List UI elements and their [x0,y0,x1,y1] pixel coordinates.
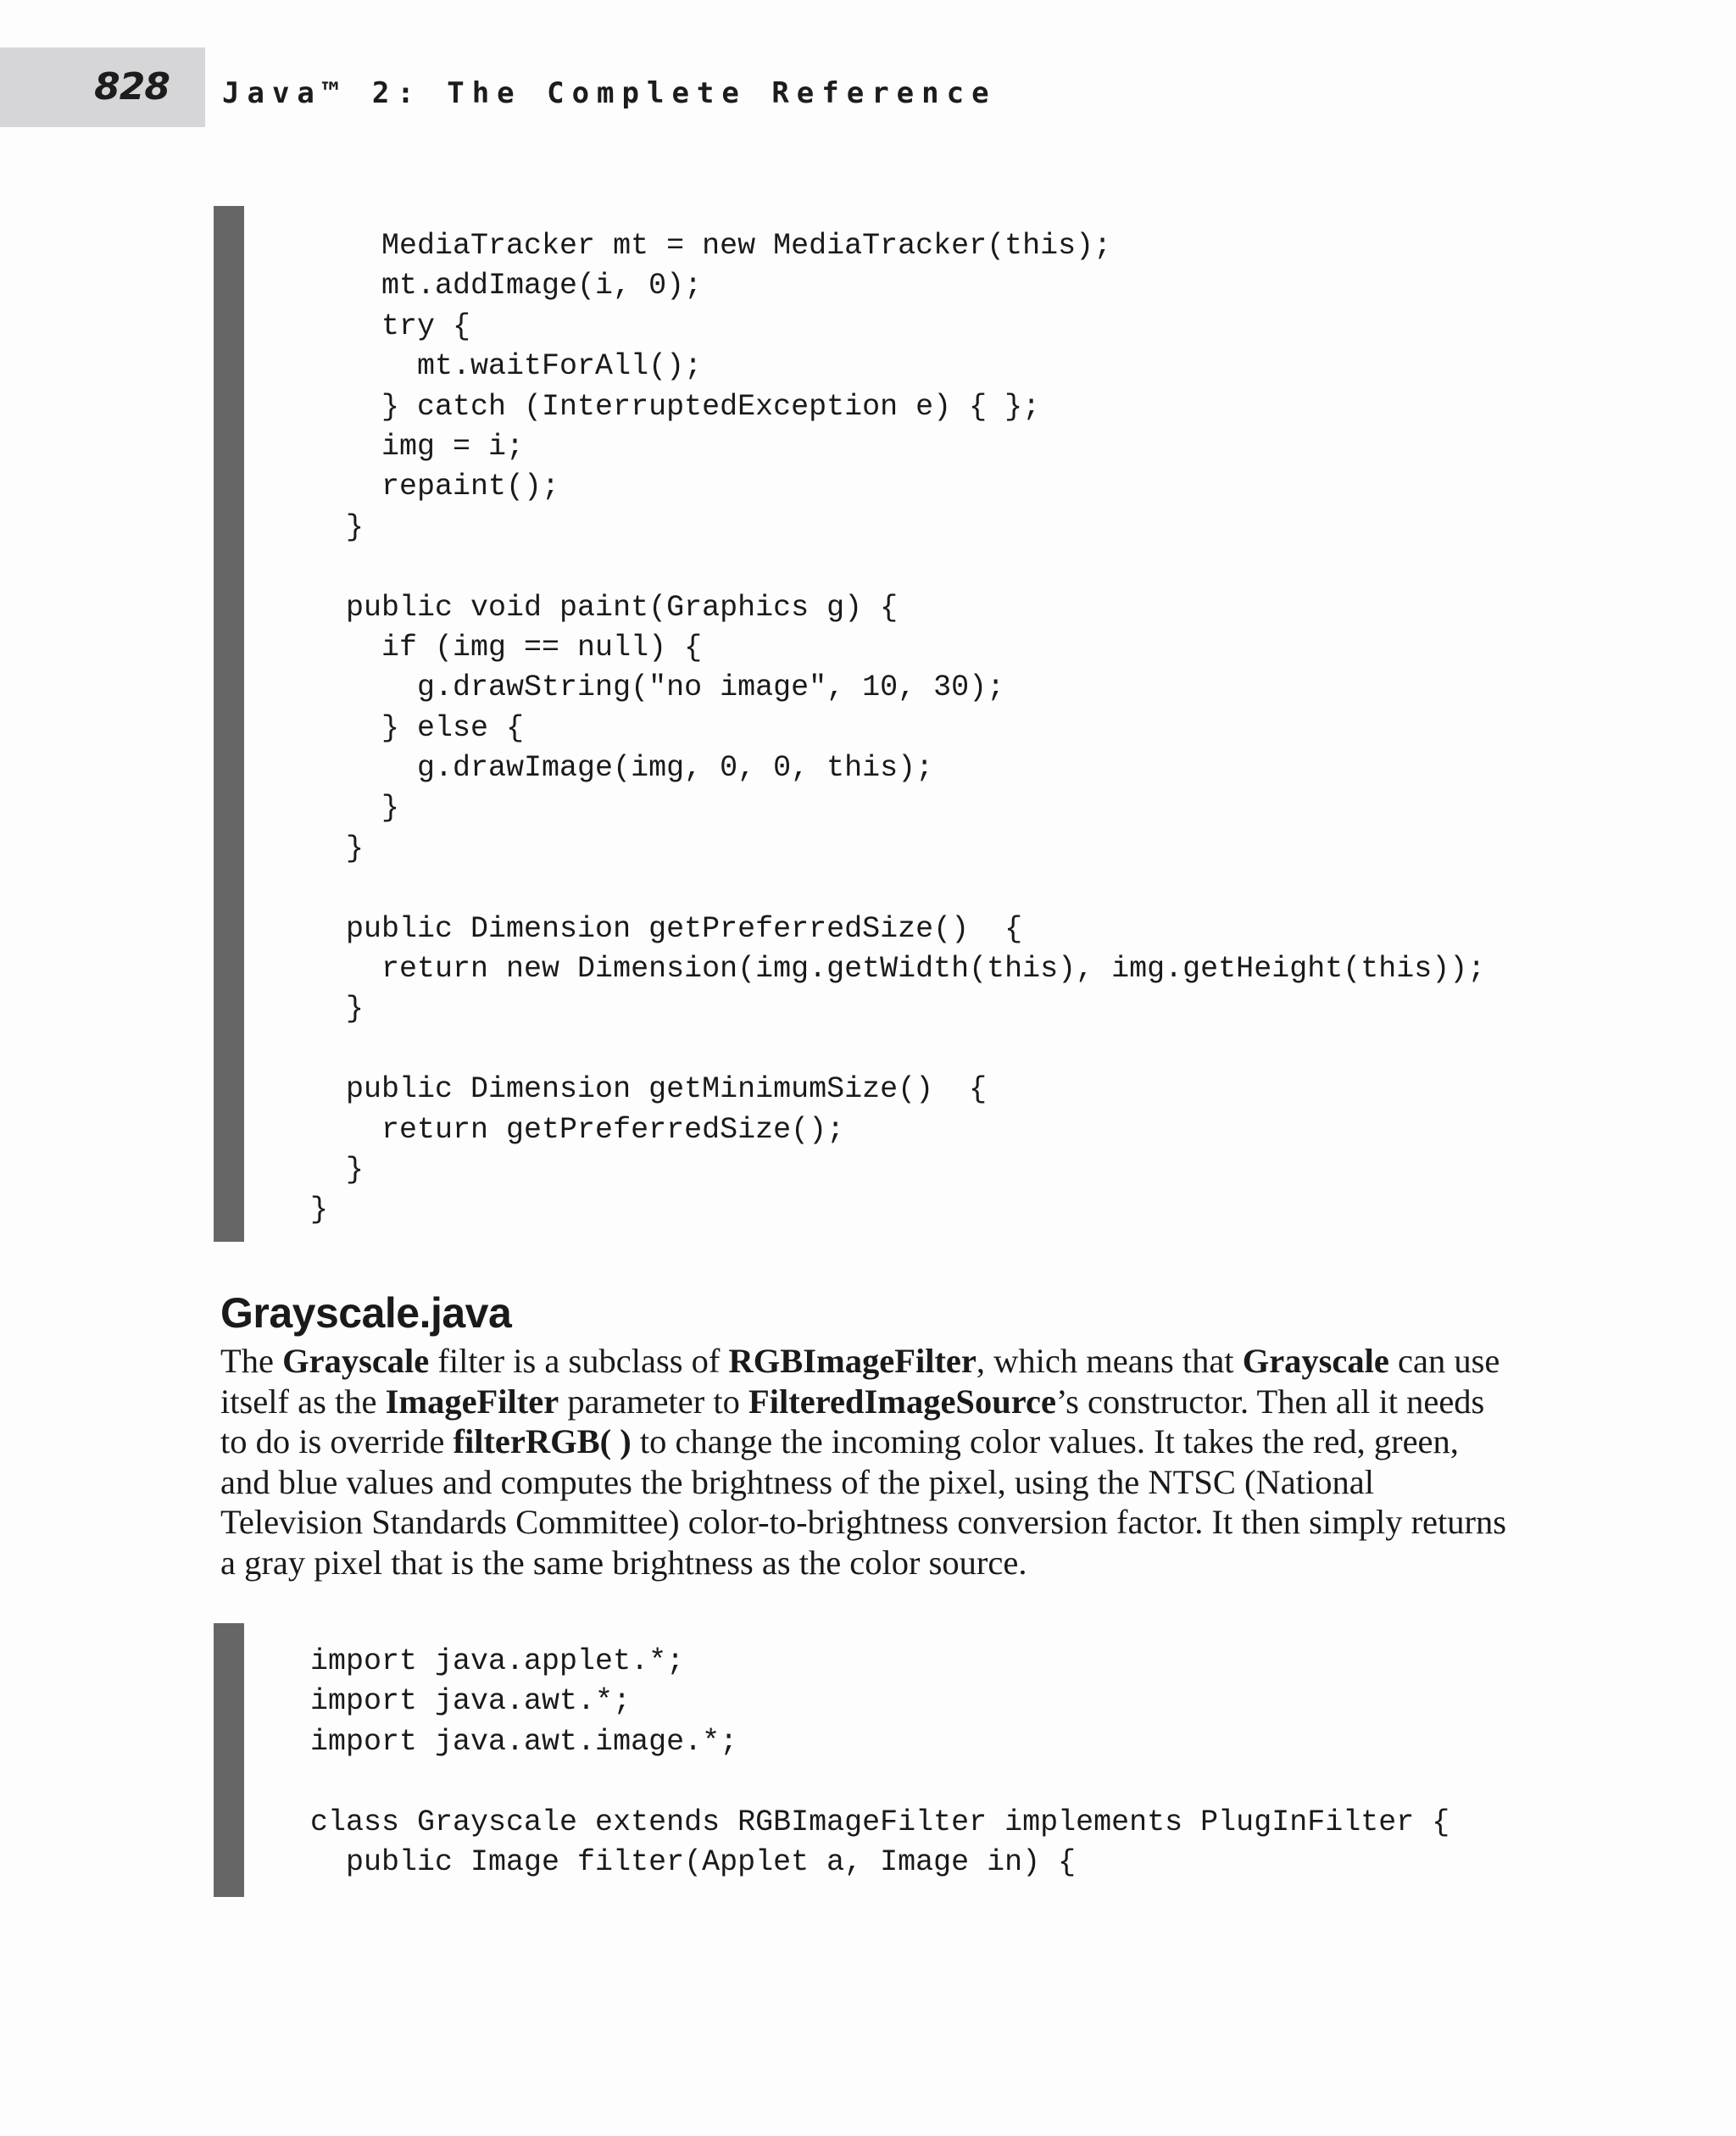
code-line: MediaTracker mt = new MediaTracker(this); [275,229,1112,263]
code-line: import java.applet.*; [275,1644,685,1678]
bold-term: FilteredImageSource [748,1382,1056,1421]
text-run: parameter to [559,1382,748,1421]
code-line: public Dimension getPreferredSize() { [275,911,1023,946]
code-line: return getPreferredSize(); [275,1112,845,1147]
code-line: import java.awt.*; [275,1684,632,1719]
code-line: public Image filter(Applet a, Image in) { [275,1844,1077,1879]
code-block-bar [214,206,244,1242]
running-header-title: Java™ 2: The Complete Reference [222,76,997,110]
text-run: The [220,1342,283,1380]
code-lines [275,1642,1449,1883]
code-line: import java.awt.image.*; [275,1724,738,1759]
code-line: } [275,509,364,544]
code-line: try { [275,309,471,343]
bold-term: RGBImageFilter [728,1342,976,1380]
text-run: , which means that [976,1342,1243,1380]
code-line: } [275,831,364,865]
bold-term: Grayscale [1242,1342,1389,1380]
code-line [275,1030,1485,1070]
code-line: } [275,992,364,1026]
text-run: can use itself as the [220,1342,1500,1421]
text-run: ’s constructor. Then all it needs to do is override [220,1382,1485,1461]
code-line: mt.waitForAll(); [275,349,703,384]
text-run: filter is a subclass of [429,1342,729,1380]
code-line: public void paint(Graphics g) { [275,590,899,625]
code-line: class Grayscale extends RGBImageFilter implements PlugInFilter { [275,1805,1450,1839]
bold-term: ImageFilter [385,1382,559,1421]
code-line: mt.addImage(i, 0); [275,269,703,303]
code-block-bar [214,1623,244,1897]
code-line [275,1762,1449,1802]
code-line: g.drawString("no image", 10, 30); [275,670,1005,705]
code-line: img = i; [275,429,525,464]
code-line: } [275,1152,364,1187]
code-line: } [275,791,400,826]
code-line: repaint(); [275,470,560,504]
bold-term: filterRGB( ) [453,1422,632,1461]
text-run: to change the incoming color values. It takes the red, green, and blue values and computes the brightness of the pixel, using the NTSC (National Television Standards Committee) color-to-brightness conversion factor. It then simply returns a gray pixel that is the same brightness as the color source. [220,1422,1507,1582]
page-number: 828 [94,65,170,108]
section-heading: Grayscale.java [220,1289,512,1337]
code-line: } catch (InterruptedException e) { }; [275,389,1041,424]
code-line: public Dimension getMinimumSize() { [275,1072,988,1107]
code-line: g.drawImage(img, 0, 0, this); [275,751,934,786]
code-line [275,548,1485,587]
code-line: } [275,1193,329,1227]
code-line: if (img == null) { [275,630,703,665]
page-number-box [0,47,205,127]
code-line: return new Dimension(img.getWidth(this), img.getHeight(this)); [275,952,1486,987]
section-paragraph [220,1341,1509,1583]
code-lines [275,226,1485,1231]
bold-term: Grayscale [282,1342,430,1380]
code-line [275,869,1485,909]
code-line: } else { [275,710,525,745]
